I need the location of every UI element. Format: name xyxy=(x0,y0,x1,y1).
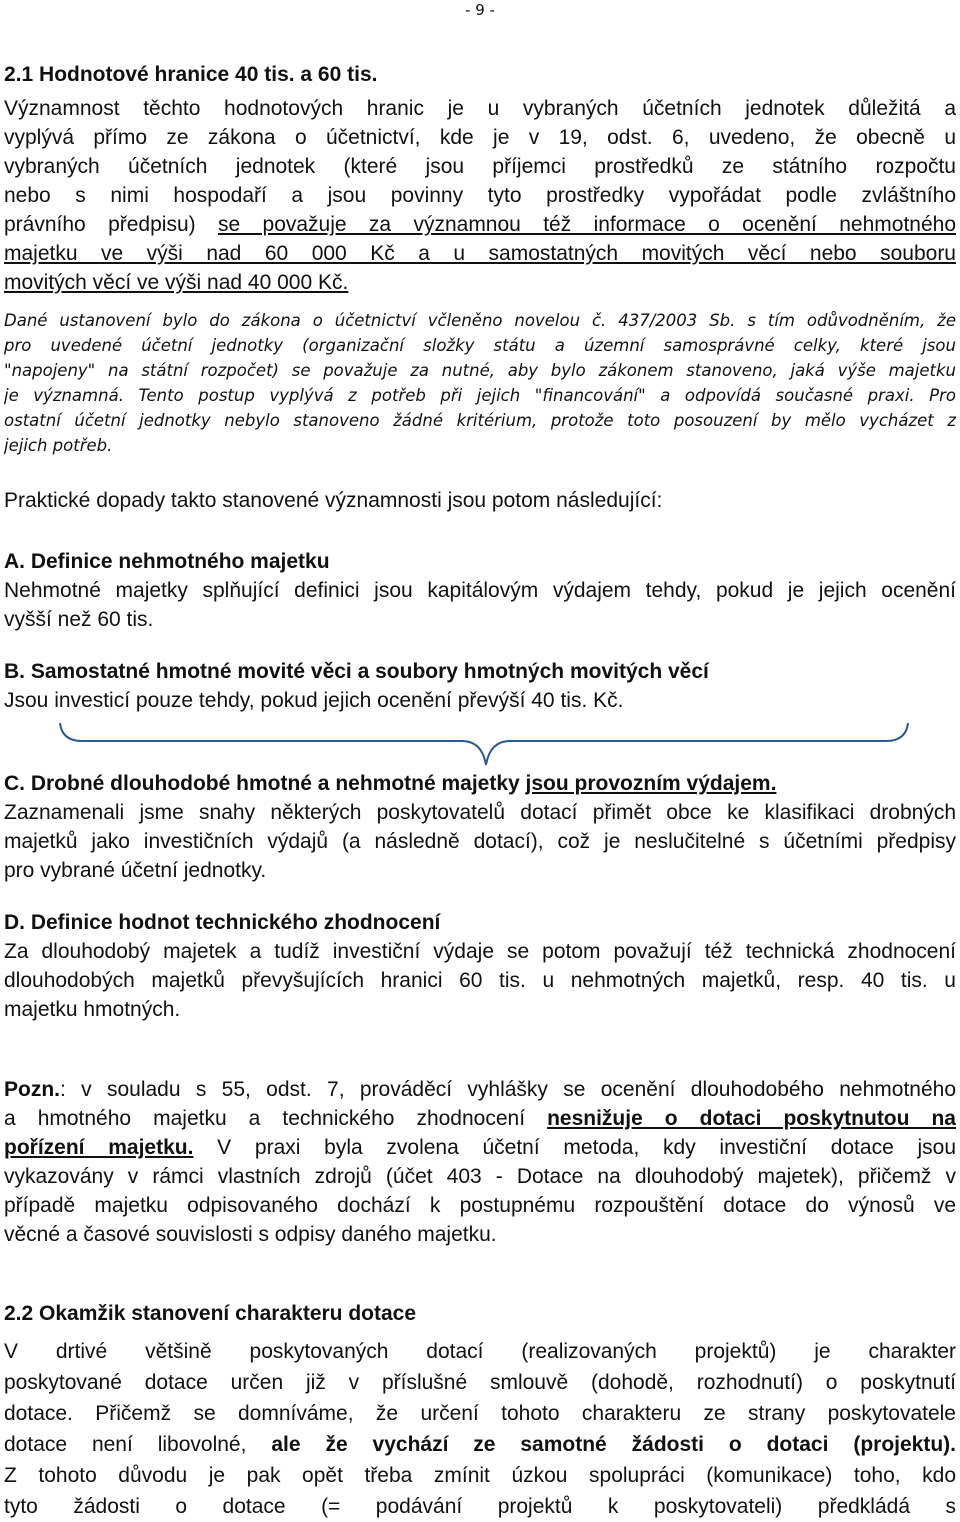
bold-text: ale že vychází ze samotné žádosti o dotaci (projektu). xyxy=(271,1433,956,1456)
heading-text: C. Drobné dlouhodobé hmotné a nehmotné majetky xyxy=(4,772,526,795)
note-line: pro uvedené účetní jednotky (organizační složky státu a územní samosprávné celky, které jsou xyxy=(4,336,956,355)
paragraph-line xyxy=(4,210,956,239)
underlined-text: se považuje za významnou též informace o ocenění nehmotného xyxy=(217,213,956,236)
paragraph-line xyxy=(4,1075,956,1104)
paragraph-line xyxy=(4,1429,956,1460)
note-label: Pozn. xyxy=(4,1078,60,1101)
paragraph-line: Významnost těchto hodnotových hranic je u vybraných účetních jednotek důležitá a xyxy=(4,97,956,120)
section-a xyxy=(4,547,956,634)
note-line: je významná. Tento postup vyplývá z potřeb při jejich "financování" a odpovídá současné praxi. Pro xyxy=(4,386,956,405)
paragraph-line: vyplývá přímo ze zákona o účetnictví, kde je v 19, odst. 6, uvedeno, že obecně u xyxy=(4,126,956,149)
section-2-2-paragraph xyxy=(4,1336,956,1522)
section-a-heading: A. Definice nehmotného majetku xyxy=(4,550,330,573)
paragraph-line: Jsou investicí pouze tehdy, pokud jejich ocenění převýší 40 tis. Kč. xyxy=(4,689,624,712)
text-span: a hmotného majetku a technického zhodnocení xyxy=(4,1107,548,1130)
text-span: právního předpisu) xyxy=(4,213,218,236)
paragraph-line: majetku ve výši nad 60 000 Kč a u samostatných movitých věcí nebo souboru xyxy=(4,242,956,265)
underlined-text: jsou provozním výdajem. xyxy=(525,772,777,795)
paragraph-line: pro vybrané účetní jednotky. xyxy=(4,859,267,882)
italic-note xyxy=(4,308,956,458)
paragraph-line: poskytované dotace určen již v příslušné smlouvě (dohodě, rozhodnutí) o poskytnutí xyxy=(4,1371,956,1394)
impacts-intro xyxy=(4,486,956,515)
page-number: - 9 - xyxy=(465,1,495,19)
section-b xyxy=(4,657,956,715)
paragraph-line: majetku hmotných. xyxy=(4,998,181,1021)
paragraph-line: movitých věcí ve výši nad 40 000 Kč. xyxy=(4,271,349,294)
paragraph-line: Nehmotné majetky splňující definici jsou kapitálovým výdajem tehdy, pokud je jejich ocenění xyxy=(4,579,956,602)
section-c xyxy=(4,769,956,885)
section-d xyxy=(4,908,956,1024)
paragraph-line: Praktické dopady takto stanovené významnosti jsou potom následující: xyxy=(4,489,663,512)
section-b-heading: B. Samostatné hmotné movité věci a soubory hmotných movitých věcí xyxy=(4,660,709,683)
section-2-1-title: 2.1 Hodnotové hranice 40 tis. a 60 tis. xyxy=(4,63,378,86)
paragraph-line xyxy=(4,1133,956,1162)
text-span: dotace není libovolné, xyxy=(4,1433,272,1456)
paragraph-line: vyšší než 60 tis. xyxy=(4,608,154,631)
note-pozn xyxy=(4,1075,956,1249)
underlined-bold-text: nesnižuje o dotaci poskytnutou na xyxy=(547,1107,956,1130)
paragraph-line: majetků jako investičních výdajů (a následně dotací), což je neslučitelné s účetními předpisy xyxy=(4,830,956,853)
paragraph-line: Z tohoto důvodu je pak opět třeba zmínit úzkou spolupráci (komunikace) toho, kdo xyxy=(4,1464,956,1487)
note-line: ostatní účetní jednotky nebylo stanoveno žádné kritérium, protože toto posouzení by mělo vycházet z xyxy=(4,411,956,430)
note-line: jejich potřeb. xyxy=(4,436,113,455)
paragraph-line: tyto žádosti o dotace (= podávání projektů k poskytovateli) předkládá s xyxy=(4,1495,956,1518)
section-2-1-paragraph xyxy=(4,94,956,297)
paragraph-line: Za dlouhodobý majetek a tudíž investiční výdaje se potom považují též technická zhodnocení xyxy=(4,940,956,963)
paragraph-line: dlouhodobých majetků převyšujících hranici 60 tis. u nehmotných majetků, resp. 40 tis. u xyxy=(4,969,956,992)
paragraph-line: dotace. Přičemž se domníváme, že určení tohoto charakteru ze strany poskytovatele xyxy=(4,1402,956,1425)
section-d-heading: D. Definice hodnot technického zhodnocení xyxy=(4,911,441,934)
paragraph-line: případě majetku odpisovaného dochází k postupnému rozpouštění dotace do výnosů ve xyxy=(4,1194,956,1217)
paragraph-line: nebo s nimi hospodaří a jsou povinny tyto prostředky vypořádat podle zvláštního xyxy=(4,184,956,207)
text-span: V praxi byla zvolena účetní metoda, kdy investiční dotace jsou xyxy=(193,1136,956,1159)
paragraph-line: Zaznamenali jsme snahy některých poskytovatelů dotací přimět obce ke klasifikaci drobných xyxy=(4,801,956,824)
text-span: : v souladu s 55, odst. 7, prováděcí vyhlášky se ocenění dlouhodobého nehmotného xyxy=(60,1078,956,1101)
section-2-2-title: 2.2 Okamžik stanovení charakteru dotace xyxy=(4,1302,417,1325)
note-line: "napojeny" na státní rozpočet) se považuje za nutné, aby bylo zákonem stanoveno, jaká výše majetku xyxy=(4,361,956,380)
curly-brace-icon xyxy=(58,721,910,769)
paragraph-line: vybraných účetních jednotek (které jsou příjemci prostředků ze státního rozpočtu xyxy=(4,155,956,178)
paragraph-line: vykazovány v rámci vlastních zdrojů (účet 403 - Dotace na dlouhodobý majetek), přičemž v xyxy=(4,1165,956,1188)
section-c-heading xyxy=(4,769,956,798)
paragraph-line: věcné a časové souvislosti s odpisy daného majetku. xyxy=(4,1223,497,1246)
paragraph-line xyxy=(4,1104,956,1133)
underlined-bold-text: pořízení majetku. xyxy=(4,1136,194,1159)
note-line: Dané ustanovení bylo do zákona o účetnictví včleněno novelou č. 437/2003 Sb. s tím odůvodněním, že xyxy=(4,311,956,330)
paragraph-line: V drtivé většině poskytovaných dotací (realizovaných projektů) je charakter xyxy=(4,1340,956,1363)
